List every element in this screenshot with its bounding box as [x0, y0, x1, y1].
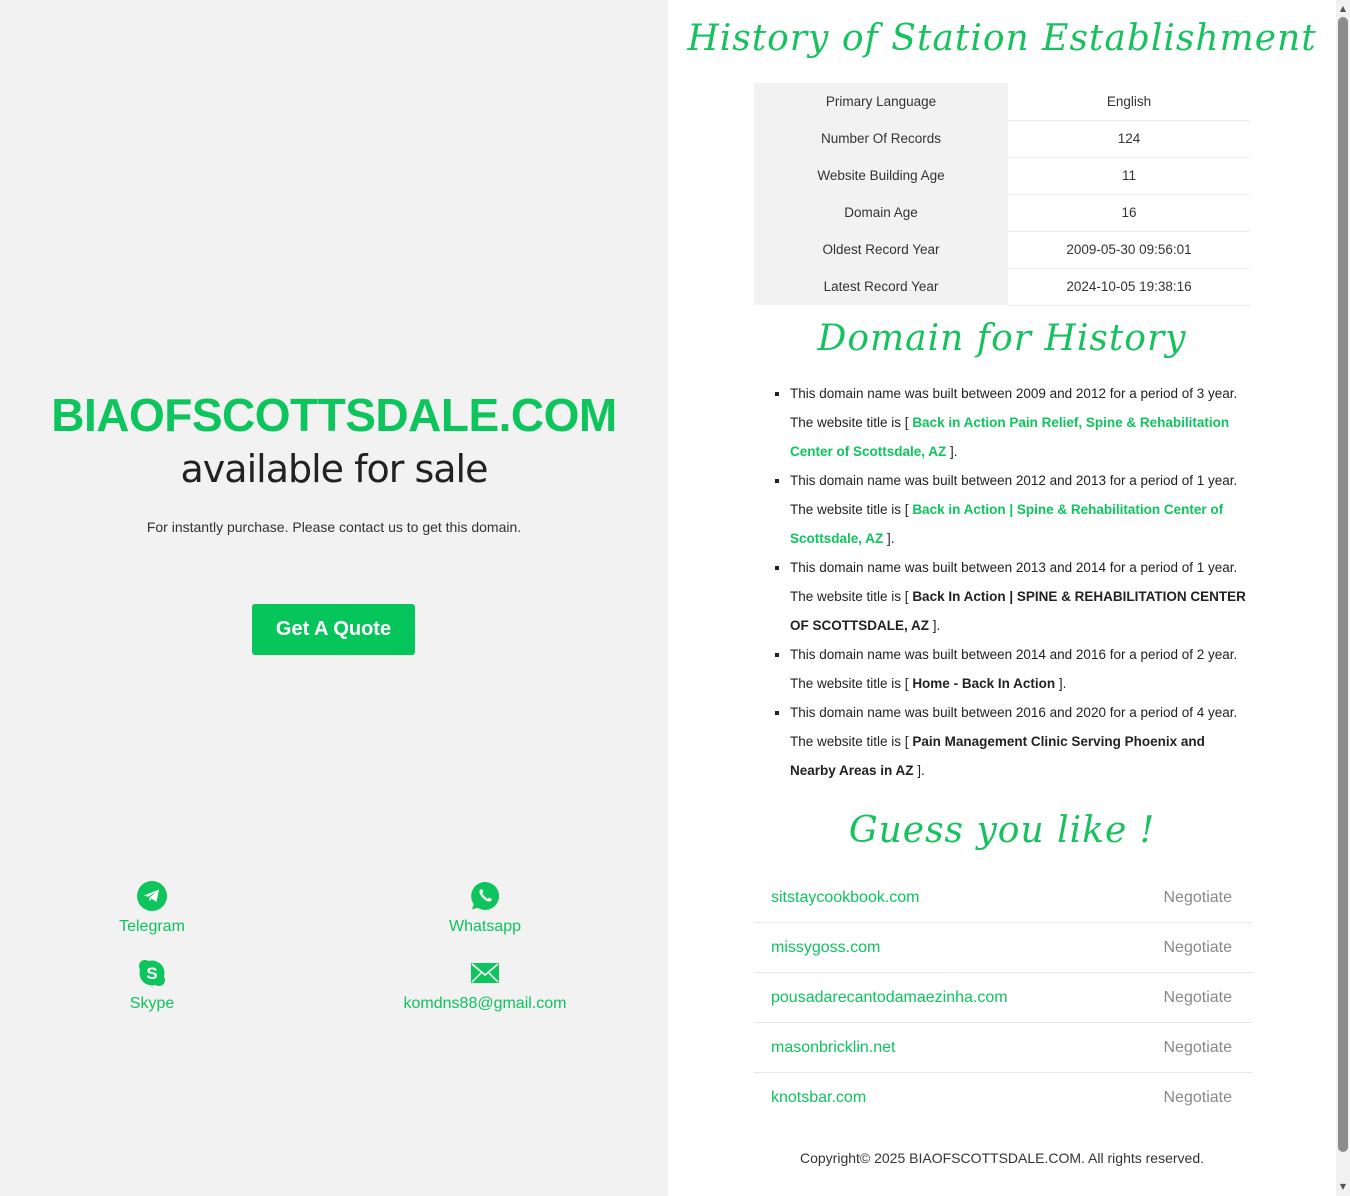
whatsapp-label: Whatsapp: [448, 918, 522, 935]
list-item: [790, 466, 1252, 553]
history-suffix: ].: [929, 618, 941, 633]
list-item: [790, 379, 1252, 466]
history-text: This domain name was built between 2009 and 2012 for a period of 3 year. The website title is [: [790, 386, 1238, 430]
table-row: [754, 194, 1250, 231]
history-text: This domain name was built between 2016 and 2020 for a period of 4 year. The website title is [: [790, 705, 1238, 749]
price-label: Negotiate: [1163, 988, 1232, 1006]
table-row: [754, 120, 1250, 157]
stat-key: Website Building Age: [754, 157, 1008, 194]
table-row: [754, 231, 1250, 268]
scroll-down-arrow-icon[interactable]: ▼: [1339, 1182, 1347, 1191]
list-item: [790, 640, 1252, 698]
stat-value: 16: [1008, 194, 1250, 231]
email-label: komdns88@gmail.com: [403, 995, 567, 1012]
telegram-link[interactable]: [42, 880, 262, 936]
list-item: [790, 553, 1252, 640]
table-row: [754, 268, 1250, 305]
right-panel: [668, 0, 1336, 1196]
history-title: Back In Action | SPINE & REHABILITATION CENTER OF SCOTTSDALE, AZ: [790, 589, 1246, 633]
stat-value: 2009-05-30 09:56:01: [1008, 231, 1250, 268]
history-text: This domain name was built between 2012 and 2013 for a period of 1 year. The website title is [: [790, 473, 1238, 517]
stat-key: Number Of Records: [754, 120, 1008, 157]
sale-heading: available for sale: [180, 447, 488, 491]
history-title: Home - Back In Action: [912, 676, 1056, 691]
history-suffix: ].: [913, 763, 925, 778]
email-link[interactable]: [375, 957, 595, 1013]
domain-history-heading: Domain for History: [817, 318, 1187, 359]
stat-key: Primary Language: [754, 83, 1008, 120]
price-label: Negotiate: [1163, 1038, 1232, 1056]
telegram-label: Telegram: [119, 918, 185, 935]
list-item: [754, 1023, 1252, 1073]
history-text: This domain name was built between 2014 and 2016 for a period of 2 year. The website title is [: [790, 647, 1238, 691]
svg-text:S: S: [146, 964, 158, 983]
list-item: [754, 973, 1252, 1023]
list-item: [754, 1073, 1252, 1123]
stat-key: Latest Record Year: [754, 268, 1008, 305]
list-item: [790, 698, 1252, 785]
domain-name-title: BIAOFSCOTTSDALE.COM: [51, 389, 617, 441]
guess-heading: Guess you like !: [848, 810, 1156, 851]
skype-icon: [136, 957, 168, 989]
price-label: Negotiate: [1163, 888, 1232, 906]
suggested-domain-link[interactable]: sitstaycookbook.com: [771, 888, 920, 906]
page-scrollbar[interactable]: [1336, 0, 1350, 1196]
history-title-link[interactable]: Back in Action Pain Relief, Spine & Rehabilitation Center of Scottsdale, AZ: [790, 415, 1230, 459]
history-text: This domain name was built between 2013 and 2014 for a period of 1 year. The website title is [: [790, 560, 1238, 604]
get-quote-button[interactable]: Get A Quote: [252, 604, 415, 655]
list-item: [754, 873, 1252, 923]
skype-link[interactable]: [42, 957, 262, 1013]
stat-value: 2024-10-05 19:38:16: [1008, 268, 1250, 305]
stat-value: 11: [1008, 157, 1250, 194]
domain-stats-table: [754, 83, 1250, 306]
sale-subtext: For instantly purchase. Please contact us to get this domain.: [146, 519, 522, 535]
stat-value: English: [1008, 83, 1250, 120]
left-panel: [0, 0, 668, 1196]
domain-history-list: [772, 379, 1252, 785]
suggested-domain-link[interactable]: pousadarecantodamaezinha.com: [771, 988, 1008, 1006]
scroll-up-arrow-icon[interactable]: ▲: [1339, 4, 1347, 13]
scrollbar-thumb[interactable]: [1338, 17, 1348, 1152]
price-label: Negotiate: [1163, 1089, 1232, 1106]
mail-icon: [469, 957, 501, 989]
suggested-domain-link[interactable]: missygoss.com: [771, 938, 881, 956]
list-item: [754, 923, 1252, 973]
history-title: Pain Management Clinic Serving Phoenix and Nearby Areas in AZ: [790, 734, 1205, 778]
history-suffix: ].: [946, 444, 958, 459]
guess-you-like-list: [754, 873, 1252, 1123]
whatsapp-icon: [469, 880, 501, 912]
history-suffix: ].: [883, 531, 895, 546]
table-row: [754, 157, 1250, 194]
table-row: [754, 83, 1250, 120]
suggested-domain-link[interactable]: knotsbar.com: [771, 1089, 867, 1106]
stat-key: Domain Age: [754, 194, 1008, 231]
history-heading: History of Station Establishment: [687, 18, 1317, 59]
stat-value: 124: [1008, 120, 1250, 157]
stat-key: Oldest Record Year: [754, 231, 1008, 268]
whatsapp-link[interactable]: [375, 880, 595, 936]
copyright-footer: Copyright© 2025 BIAOFSCOTTSDALE.COM. All rights reserved.: [799, 1150, 1204, 1166]
telegram-icon: [136, 880, 168, 912]
history-title-link[interactable]: Back in Action | Spine & Rehabilitation Center of Scottsdale, AZ: [790, 502, 1224, 546]
history-suffix: ].: [1055, 676, 1067, 691]
suggested-domain-link[interactable]: masonbricklin.net: [771, 1038, 896, 1056]
price-label: Negotiate: [1163, 938, 1232, 956]
skype-label: Skype: [129, 995, 175, 1012]
